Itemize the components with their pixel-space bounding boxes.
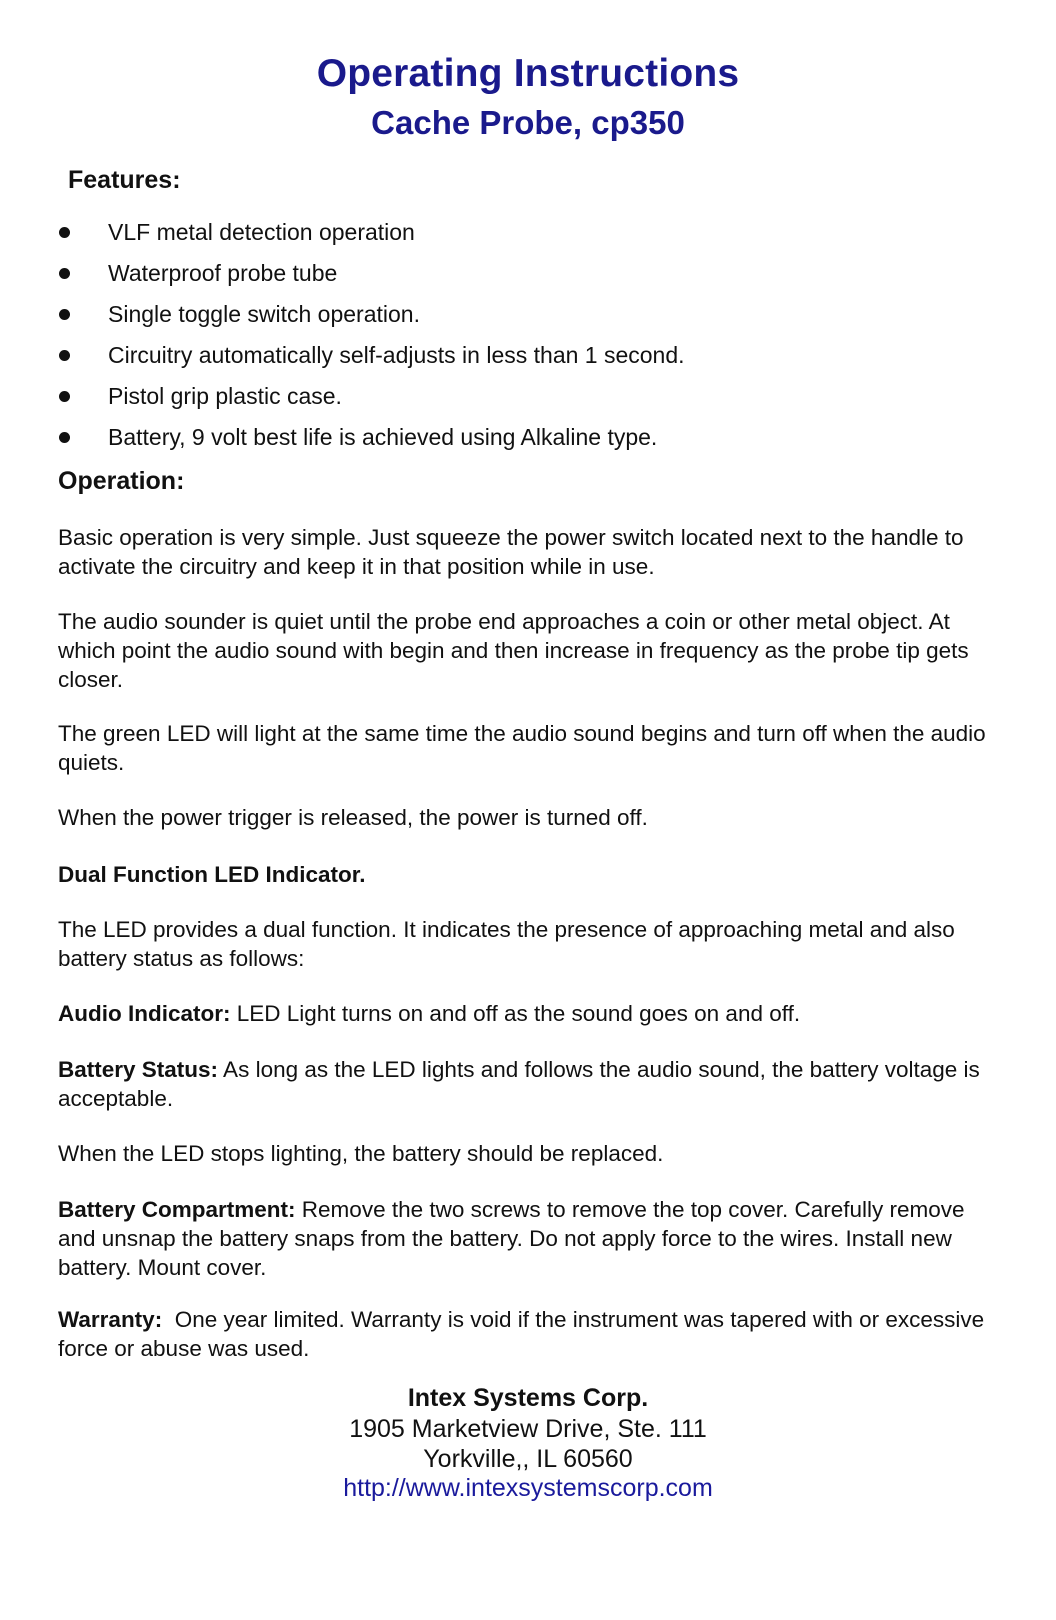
page-subtitle: Cache Probe, cp350: [371, 104, 685, 141]
battery-status-label: Battery Status:: [58, 1057, 219, 1082]
bullet-icon: [59, 391, 70, 402]
led-heading: Dual Function LED Indicator.: [58, 862, 366, 887]
bullet-icon: [59, 309, 70, 320]
audio-indicator-label: Audio Indicator:: [58, 1001, 231, 1026]
battery-status-paragraph: Battery Status: As long as the LED lights and follows the audio sound, the battery voltage is acceptable.: [58, 1057, 980, 1111]
operation-heading: Operation:: [58, 467, 185, 495]
company-name: Intex Systems Corp.: [407, 1384, 649, 1412]
company-website-link[interactable]: http://www.intexsystemscorp.com: [343, 1474, 713, 1502]
led-intro: The LED provides a dual function. It indicates the presence of approaching metal and also battery status as follows:: [58, 917, 955, 971]
warranty-paragraph: Warranty: One year limited. Warranty is void if the instrument was tapered with or excessive force or abuse was used.: [58, 1307, 991, 1361]
bullet-icon: [59, 227, 70, 238]
page-title: Operating Instructions: [316, 52, 740, 95]
audio-indicator-paragraph: Audio Indicator: LED Light turns on and off as the sound goes on and off.: [58, 1001, 801, 1026]
battery-replace-paragraph: When the LED stops lighting, the battery should be replaced.: [58, 1141, 664, 1166]
bullet-icon: [59, 268, 70, 279]
features-heading: Features:: [68, 166, 181, 194]
battery-compartment-paragraph: Battery Compartment: Remove the two screws to remove the top cover. Carefully remove and unsnap the battery snaps from the battery. Do not apply force to the wires. Install new battery. Mount cover.: [58, 1197, 965, 1280]
warranty-label: Warranty:: [58, 1307, 163, 1332]
operation-paragraph: When the power trigger is released, the power is turned off.: [58, 805, 648, 830]
battery-compartment-label: Battery Compartment:: [58, 1197, 296, 1222]
operation-paragraph: The audio sounder is quiet until the probe end approaches a coin or other metal object. At which point the audio sound with begin and then increase in frequency as the probe tip gets closer.: [58, 609, 969, 692]
bullet-icon: [59, 350, 70, 361]
operation-paragraph: The green LED will light at the same time the audio sound begins and turn off when the audio quiets.: [58, 721, 986, 775]
company-address-line2: Yorkville,, IL 60560: [423, 1445, 633, 1473]
bullet-icon: [59, 432, 70, 443]
company-address-line1: 1905 Marketview Drive, Ste. 111: [349, 1415, 707, 1443]
operation-paragraph: Basic operation is very simple. Just squeeze the power switch located next to the handle to activate the circuitry and keep it in that position while in use.: [58, 525, 964, 579]
